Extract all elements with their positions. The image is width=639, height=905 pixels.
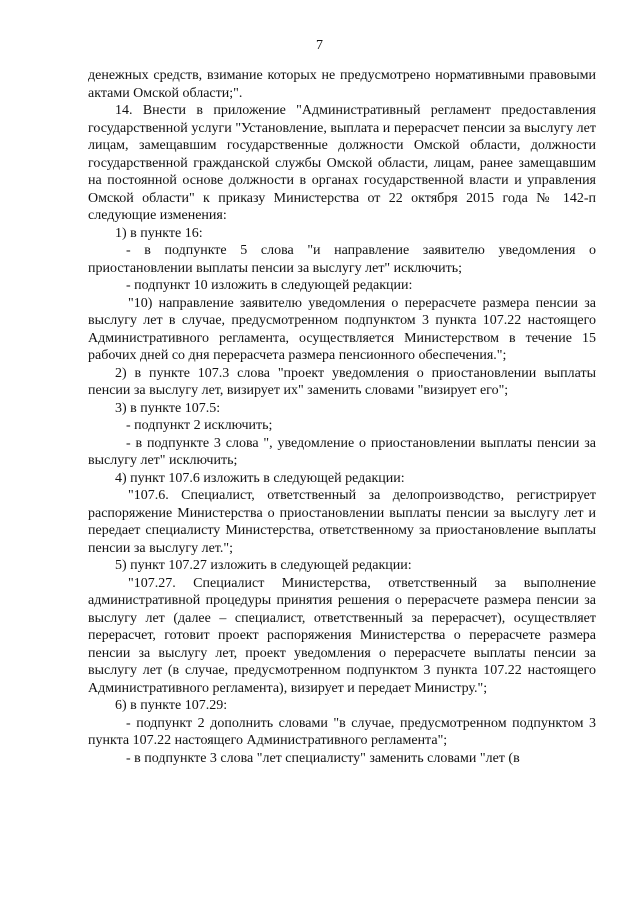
paragraph: "107.27. Специалист Министерства, ответственный за выполнение административной процедуры принятия решения о перерасчете размера пенсии за выслугу лет (далее – специалист, ответственный за перерасчет), осуществляет перерасчет, готовит проект распоряжения Министерства о перерасчете размера пенсии за выслугу лет, проект уведомления о перерасчете выплаты пенсии за выслугу лет (в случае, предусмотренном подпунктом 3 пункта 107.22 настоящего Административного регламента), визирует и передает Министру."; — [88, 575, 596, 696]
paragraph: - в подпункте 3 слова "лет специалисту" заменить словами "лет (в — [126, 750, 520, 766]
paragraph: 6) в пункте 107.29: — [115, 698, 228, 713]
paragraph: "10) направление заявителю уведомления о перерасчете размера пенсии за выслугу лет в случае, предусмотренном подпунктом 3 пункта 107.22 настоящего Административного регламента, осуществляется Министерством в течение 15 рабочих дней со дня перерасчета размера пенсионного обеспечения."; — [88, 295, 596, 363]
paragraph: 5) пункт 107.27 изложить в следующей редакции: — [115, 558, 412, 573]
paragraph: - в подпункте 3 слова ", уведомление о приостановлении выплаты пенсии за выслугу лет" исключить; — [88, 435, 596, 468]
paragraph: 1) в пункте 16: — [115, 225, 203, 241]
document-body — [88, 67, 596, 767]
paragraph: - подпункт 2 дополнить словами "в случае, предусмотренном подпунктом 3 пункта 107.22 настоящего Административного регламента"; — [88, 715, 596, 748]
paragraph: - подпункт 2 исключить; — [126, 418, 273, 433]
paragraph: - подпункт 10 изложить в следующей редакции: — [126, 278, 413, 293]
paragraph: 14. Внести в приложение "Административный регламент предоставления государственной услуги "Установление, выплата и перерасчет пенсии за выслугу лет лицам, замещавшим государственные должности Омской области, должности государственной гражданской службы Омской области, лицам, ранее замещавшим на постоянной основе должности в органах государственной власти и управления Омской области" к приказу Министерства от 22 октября 2015 года № 142-п следующие изменения: — [88, 103, 596, 223]
paragraph: - в подпункте 5 слова "и направление заявителю уведомления о приостановлении выплаты пенсии за выслугу лет" исключить; — [88, 243, 596, 276]
page-number: 7 — [316, 38, 323, 53]
paragraph: 2) в пункте 107.3 слова "проект уведомления о приостановлении выплаты пенсии за выслугу лет, визирует их" заменить словами "визирует его"; — [88, 365, 596, 398]
paragraph: денежных средств, взимание которых не предусмотрено нормативными правовыми актами Омской области;". — [88, 68, 596, 101]
paragraph: 4) пункт 107.6 изложить в следующей редакции: — [115, 470, 405, 486]
paragraph: "107.6. Специалист, ответственный за делопроизводство, регистрирует распоряжение Министерства о приостановлении выплаты пенсии за выслугу лет и передает специалисту Министерства, ответственному за приостановление выплаты пенсии за выслугу лет."; — [88, 488, 596, 556]
paragraph: 3) в пункте 107.5: — [115, 400, 221, 416]
